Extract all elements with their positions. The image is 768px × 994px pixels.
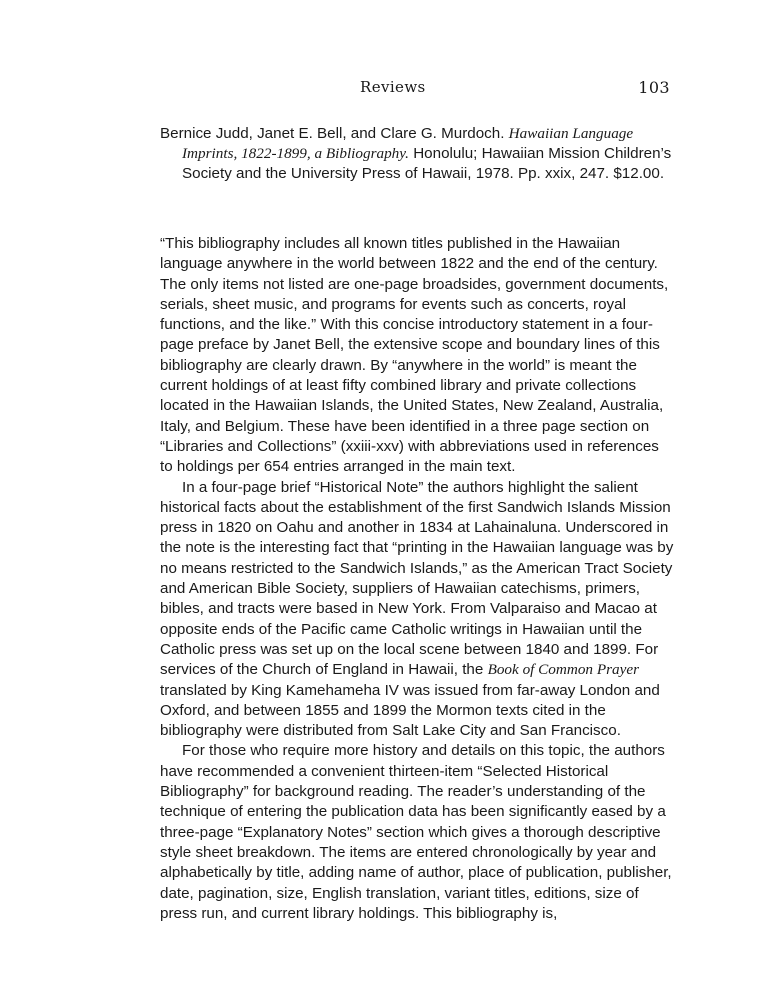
- paragraph-2: [160, 478, 674, 742]
- paragraph-3: For those who require more history and details on this topic, the authors have recommended a convenient thirteen-item “Selected Historical Bibliography” for background reading. The reader’s understanding of the technique of entering the publication data has been significantly eased by a three-page “Explanatory Notes” section which gives a thorough descriptive style sheet breakdown. The items are entered chronologically by year and alphabetically by title, adding name of author, place of publication, publisher, date, pagination, size, English translation, variant titles, editions, size of press run, and current library holdings. This bibliography is,: [160, 742, 672, 922]
- running-title: Reviews: [360, 78, 426, 96]
- citation-publication: Honolulu; Hawaiian Mission Children’s Society and the University Press of Hawaii, 1978. Pp. xxix, 247. $12.00.: [182, 145, 672, 182]
- page-header: [160, 78, 670, 102]
- review-citation: [160, 124, 692, 184]
- review-body: [160, 234, 674, 924]
- page-number: 103: [638, 78, 670, 97]
- paragraph-2-end: translated by King Kamehameha IV was issued from far-away London and Oxford, and between 1855 and 1899 the Mormon texts cited in the bibliography were distributed from Salt Lake City and San Francisco.: [160, 681, 660, 740]
- citation-title: Hawaiian Language Imprints, 1822-1899, a Bibliography.: [182, 125, 634, 162]
- paragraph-2-text: In a four-page brief “Historical Note” the authors highlight the salient historical facts about the establishment of the first Sandwich Islands Mission press in 1820 on Oahu and another in 1834 at Lahainaluna. Underscored in the note is the interesting fact that “printing in the Hawaiian language was by no means restricted to the Sandwich Islands,” as the American Tract Society and American Bible Society, suppliers of Hawaiian catechisms, primers, bibles, and tracts were based in New York. From Valparaiso and Macao at opposite ends of the Pacific came Catholic writings in Hawaiian until the Catholic press was set up on the local scene between 1840 and 1899. For services of the Church of England in Hawaii, the: [160, 478, 674, 679]
- citation-authors: Bernice Judd, Janet E. Bell, and Clare G. Murdoch.: [160, 125, 505, 142]
- book-title-italic: Book of Common Prayer: [487, 661, 639, 679]
- paragraph-1: “This bibliography includes all known titles published in the Hawaiian language anywhere in the world between 1822 and the end of the century. The only items not listed are one-page broadsides, government documents, serials, sheet music, and programs for events such as concerts, royal functions, and the like.” With this concise introductory statement in a four-page preface by Janet Bell, the extensive scope and boundary lines of this bibliography are clearly drawn. By “anywhere in the world” is meant the current holdings of at least fifty combined library and private collections located in the Hawaiian Islands, the United States, New Zealand, Australia, Italy, and Belgium. These have been identified in a three page section on “Libraries and Collections” (xxiii-xxv) with abbreviations used in references to holdings per 654 entries arranged in the main text.: [160, 235, 669, 476]
